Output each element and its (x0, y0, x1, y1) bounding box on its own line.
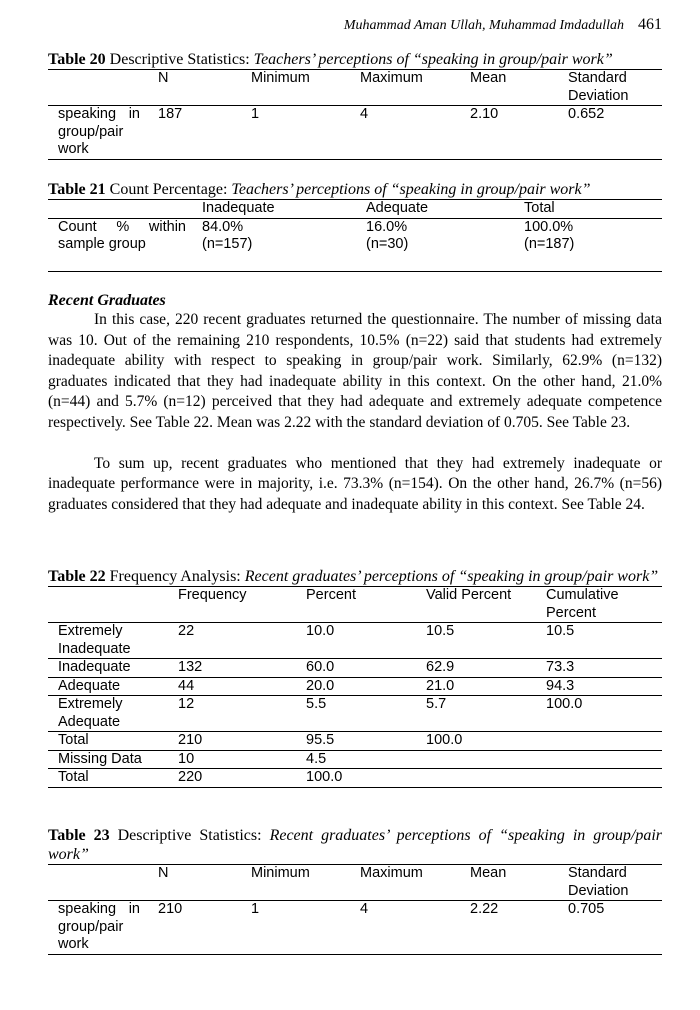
table21-block (48, 180, 662, 272)
paragraph: In this case, 220 recent graduates returned the questionnaire. The number of missing data was 10. Out of the remaining 210 respondents, 10.5% (n=22) said that students had extremely inadequate ability with respect to speaking in group/pair work. Similarly, 62.9% (n=132) graduates indicated that they had inadequate ability in this context. On the other hand, 21.0% (n=44) and 5.7% (n=12) perceived that they had adequate and extremely adequate competence respectively. See Table 22. Mean was 2.22 with the standard deviation of 0.705. See Table 23. (48, 311, 662, 431)
page-number: 461 (638, 16, 662, 33)
table21-label: Table 21 (48, 181, 106, 198)
table21 (48, 199, 662, 272)
table22 (48, 586, 662, 788)
table23-label: Table 23 (48, 827, 110, 844)
table20-title: Teachers’ perceptions of “speaking in group/pair work” (253, 51, 613, 68)
table-header-row: Frequency Percent Valid Percent Cumulative Percent (48, 587, 662, 623)
table20-label: Table 20 (48, 51, 106, 68)
table-header-row: Inadequate Adequate Total (48, 200, 662, 219)
paragraph: To sum up, recent graduates who mentioned that they had extremely inadequate or inadequate performance were in majority, i.e. 73.3% (n=154). On the other hand, 26.7% (n=56) graduates considered that they had adequate and inadequate ability in this context. See Table 24. (48, 454, 662, 513)
table20-caption: Table 20 Descriptive Statistics: Teachers’ perceptions of “speaking in group/pair work” (48, 51, 613, 68)
table-row: speaking in group/pair work 187 1 4 2.10 0.652 (48, 106, 662, 160)
table-row: Count % within sample group 84.0% (n=157) 16.0% (n=30) 100.0% (n=187) (48, 218, 662, 271)
table23-title: Recent graduates’ perceptions of “speaking in group/pair work” (48, 827, 662, 863)
table-header-row: N Minimum Maximum Mean Standard Deviation (48, 70, 662, 106)
section-heading: Recent Graduates (48, 292, 166, 309)
table-row: Total 220 100.0 (48, 769, 662, 788)
table23-block (48, 826, 662, 955)
table22-title: Recent graduates’ perceptions of “speaking in group/pair work” (244, 568, 659, 585)
table-row: Extremely Inadequate 22 10.0 10.5 10.5 (48, 623, 662, 659)
table-row: Total 210 95.5 100.0 (48, 732, 662, 751)
table22-caption: Table 22 Frequency Analysis: Recent graduates’ perceptions of “speaking in group/pair work” (48, 568, 659, 585)
table-row: Inadequate 132 60.0 62.9 73.3 (48, 659, 662, 678)
table23-caption: Table 23 Descriptive Statistics: Recent graduates’ perceptions of “speaking in group/pair work” (48, 827, 662, 863)
table-row: Missing Data 10 4.5 (48, 750, 662, 769)
section-recent-graduates (48, 292, 662, 515)
running-head (344, 16, 662, 34)
table22-block (48, 567, 662, 788)
table-row: speaking in group/pair work 210 1 4 2.22 0.705 (48, 901, 662, 955)
table20 (48, 69, 662, 160)
table20-block (48, 50, 662, 160)
table-row: Extremely Adequate 12 5.5 5.7 100.0 (48, 696, 662, 732)
table-header-row: N Minimum Maximum Mean Standard Deviation (48, 865, 662, 901)
table-row: Adequate 44 20.0 21.0 94.3 (48, 677, 662, 696)
table23 (48, 864, 662, 955)
table21-title: Teachers’ perceptions of “speaking in group/pair work” (231, 181, 591, 198)
table22-label: Table 22 (48, 568, 106, 585)
running-head-authors: Muhammad Aman Ullah, Muhammad Imdadullah (343, 18, 624, 33)
table21-caption: Table 21 Count Percentage: Teachers’ perceptions of “speaking in group/pair work” (48, 181, 591, 198)
